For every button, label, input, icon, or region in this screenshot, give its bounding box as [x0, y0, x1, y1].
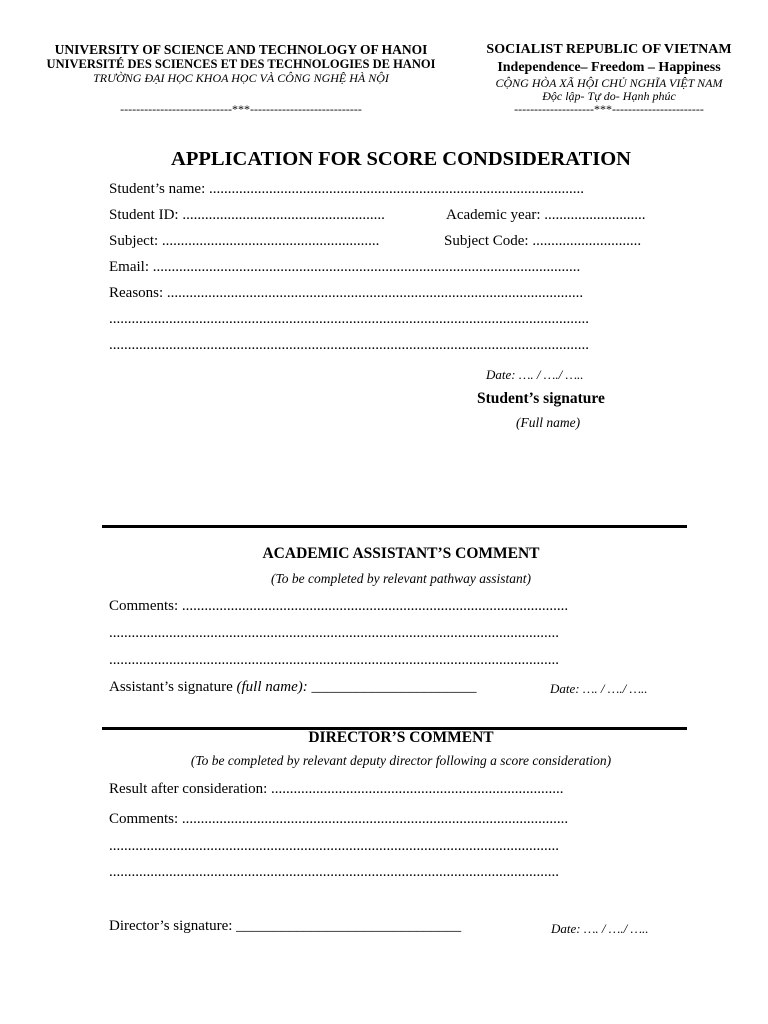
director-date-field[interactable]: Date: …. / …./ ….. [551, 921, 649, 936]
director-comments-line-1[interactable]: ........................................................................................................................ [109, 838, 559, 854]
email-field[interactable]: Email: .................................................................................................................. [109, 259, 581, 275]
left-divider: ----------------------------***---------------------------- [120, 102, 362, 116]
assistant-section-note: (To be completed by relevant pathway assistant) [271, 571, 531, 586]
right-divider: --------------------***----------------------- [514, 102, 704, 116]
reasons-field[interactable]: Reasons: ............................................................................................................... [109, 285, 584, 301]
assistant-comments-field[interactable]: Comments: ....................................................................................................... [109, 598, 569, 614]
result-field[interactable]: Result after consideration: .............................................................................. [109, 781, 564, 797]
republic-name-vi: CỘNG HÒA XÃ HỘI CHỦ NGHĨA VIỆT NAM [495, 76, 723, 90]
assistant-signature-hint: (full name): [236, 679, 308, 695]
republic-name-en: SOCIALIST REPUBLIC OF VIETNAM [486, 42, 732, 57]
director-section-title: DIRECTOR’S COMMENT [308, 729, 494, 746]
academic-year-field[interactable]: Academic year: ........................... [446, 207, 646, 223]
director-section-note: (To be completed by relevant deputy director following a score consideration) [190, 753, 612, 768]
reasons-line-1[interactable]: ................................................................................................................................ [109, 311, 589, 327]
assistant-comments-line-1[interactable]: ........................................................................................................................ [109, 625, 559, 641]
subject-code-field[interactable]: Subject Code: ............................. [444, 233, 642, 249]
assistant-date-field[interactable]: Date: …. / …./ ….. [550, 681, 648, 696]
student-date-field[interactable]: Date: …. / …./ ….. [486, 367, 584, 382]
university-name-fr: UNIVERSITÉ DES SCIENCES ET DES TECHNOLOGIES DE HANOI [46, 57, 436, 71]
reasons-line-2[interactable]: ................................................................................................................................ [109, 337, 589, 353]
section-divider [102, 525, 687, 528]
assistant-section-title: ACADEMIC ASSISTANT’S COMMENT [262, 545, 540, 562]
university-name-en: UNIVERSITY OF SCIENCE AND TECHNOLOGY OF HANOI [54, 42, 428, 57]
student-signature-label: Student’s signature [477, 390, 605, 407]
director-comments-field[interactable]: Comments: ....................................................................................................... [109, 811, 569, 827]
student-full-name-hint: (Full name) [516, 415, 581, 430]
director-comments-line-2[interactable]: ........................................................................................................................ [109, 864, 559, 880]
student-name-field[interactable]: Student’s name: .................................................................................................... [109, 181, 584, 197]
assistant-signature-field[interactable] [109, 679, 476, 696]
page-title: APPLICATION FOR SCORE CONDSIDERATION [171, 148, 631, 170]
assistant-signature-label: Assistant’s signature [109, 679, 237, 695]
university-name-vi: TRƯỜNG ĐẠI HỌC KHOA HỌC VÀ CÔNG NGHỆ HÀ NỘI [93, 71, 389, 85]
director-signature-field[interactable]: Director’s signature: ______________________________ [109, 918, 462, 934]
student-id-field[interactable]: Student ID: ...................................................... [109, 207, 385, 223]
subject-field[interactable]: Subject: .......................................................... [109, 233, 380, 249]
assistant-signature-line[interactable]: ______________________ [307, 679, 477, 695]
assistant-comments-line-2[interactable]: ........................................................................................................................ [109, 652, 559, 668]
motto-vi: Độc lập- Tự do- Hạnh phúc [542, 89, 676, 103]
motto-en: Independence– Freedom – Happiness [497, 60, 721, 75]
